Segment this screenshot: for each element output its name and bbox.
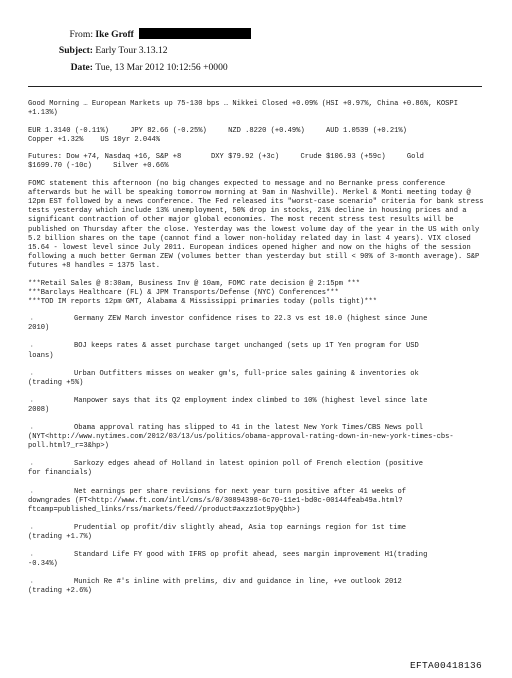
- bullet-continuation: (trading +1.7%): [28, 532, 92, 541]
- fx-block: [28, 127, 484, 145]
- subject-row: [55, 45, 168, 56]
- bullet-marker: ·: [30, 397, 34, 405]
- market-intro: Good Morning … European Markets up 75-130 bps … Nikkei Closed +0.09% (HSI +0.97%, China +0.86%, KOSPI +1.13%): [28, 100, 458, 118]
- futures-line-1: Futures: Dow +74, Nasdaq +16, S&P +8 DXY $79.92 (+3c) Crude $106.93 (+59c) Gold: [28, 153, 424, 162]
- bullet-marker: ·: [30, 370, 34, 378]
- document-id-stamp: EFTA00418136: [409, 660, 482, 671]
- list-item: [28, 578, 484, 596]
- fx-line-2: Copper +1.32% US 10yr 2.044%: [28, 135, 160, 144]
- list-item: [28, 551, 484, 569]
- date-value: Tue, 13 Mar 2012 10:12:56 +0000: [95, 62, 228, 73]
- bullet-continuation: 2010): [28, 324, 50, 333]
- list-item: [28, 460, 484, 478]
- list-item: [28, 342, 484, 360]
- bullet-marker: ·: [30, 316, 34, 324]
- list-item: [28, 488, 484, 515]
- bullet-first-line: Sarkozy edges ahead of Holland in latest opinion poll of French election (positive: [74, 460, 424, 469]
- bullet-first-line: Prudential op profit/div slightly ahead, Asia top earnings region for 1st time: [74, 523, 407, 532]
- fx-line-1: EUR 1.3140 (-0.11%) JPY 82.66 (-0.25%) NZD .8220 (+0.49%) AUD 1.0539 (+0.21%): [28, 126, 407, 135]
- bullet-first-line: Standard Life FY good with IFRS op profit ahead, sees margin improvement H1(trading: [74, 550, 428, 559]
- bullet-marker: ·: [30, 425, 34, 433]
- list-item: [28, 397, 484, 415]
- news-bullet-list: [28, 315, 484, 596]
- bullet-first-line: Manpower says that its Q2 employment index climbed to 10% (highest level since late: [74, 396, 428, 405]
- date-row: [55, 62, 228, 73]
- bullet-first-line: Obama approval rating has slipped to 41 in the latest New York Times/CBS News poll: [74, 424, 424, 433]
- bullet-continuation: for financials): [28, 469, 92, 478]
- events-block: [28, 280, 484, 307]
- bullet-continuation: (trading +5%): [28, 378, 84, 387]
- bullet-marker: ·: [30, 343, 34, 351]
- subject-label: Subject:: [58, 45, 93, 56]
- bullet-continuation: -0.34%): [28, 560, 58, 569]
- bullet-marker: ·: [30, 579, 34, 587]
- bullet-marker: ·: [30, 488, 34, 496]
- list-item: [28, 370, 484, 388]
- list-item: [28, 424, 484, 451]
- bullet-first-line: Munich Re #'s inline with prelims, div and guidance in line, +ve outlook 2012: [74, 578, 402, 587]
- bullet-continuation: loans): [28, 351, 54, 360]
- event-line: ***Barclays Healthcare (FL) & JPM Transports/Defense (NYC) Conferences***: [28, 288, 339, 297]
- bullet-first-line: Net earnings per share revisions for next year turn positive after 41 weeks of: [74, 487, 407, 496]
- bullet-first-line: BOJ keeps rates & asset purchase target unchanged (sets up 1T Yen program for USD: [74, 342, 419, 351]
- from-label: From:: [69, 29, 93, 40]
- event-line: ***Retail Sales @ 8:30am, Business Inv @ 10am, FOMC rate decision @ 2:15pm ***: [28, 279, 361, 288]
- header-divider: [28, 86, 482, 87]
- from-row: [55, 28, 251, 40]
- subject-value: Early Tour 3.13.12: [95, 45, 168, 56]
- bullet-marker: ·: [30, 524, 34, 532]
- bullet-continuation: (NYT<http://www.nytimes.com/2012/03/13/us/politics/obama-approval-rating-down-in-new-york-times-cbs-poll.html?_r=3&hp>): [28, 433, 454, 451]
- list-item: [28, 315, 484, 333]
- fomc-paragraph: FOMC statement this afternoon (no big changes expected to message and no Bernanke press conference afterwards but he will be speaking tomorrow morning at 9am in Nashville). Merkel & Monti meeting today @ 12pm EST followed by a news conference. The Fed released its "worst-case scenario" criteria for bank stress tests yesterday which include 13% unemployment, 50% drop in stocks, 21% decline in housing prices and a significant contraction of other major global economies. The most recent stress test results will be published on Thursday after the close. Yesterday was the lowest volume day of the year in the US with only 5.2 billion shares on the tape (cannot find a lower non-holiday related day in last 4 years). VIX closed 15.64 - lowest level since July 2011. European indices opened higher and now on the highs of the session following a much better German ZEW (volumes better than yesterday but still < 90% of 3-month average). S&P futures +8 handles = 1375 last.: [28, 180, 484, 270]
- bullet-first-line: Germany ZEW March investor confidence rises to 22.3 vs est 10.0 (highest since June: [74, 315, 428, 324]
- date-label: Date:: [70, 62, 93, 73]
- bullet-continuation: downgrades (FT<http://www.ft.com/intl/cms/s/0/30894398-6c70-11e1-bd0c-00144feab49a.html?ftcamp=published_links/rss/markets/feed//product#axzz1ot9pyQbh>): [28, 496, 403, 514]
- list-item: [28, 524, 484, 542]
- from-value: Ike Groff: [95, 29, 134, 40]
- bullet-continuation: 2008): [28, 405, 50, 414]
- bullet-first-line: Urban Outfitters misses on weaker gm's, full-price sales gaining & inventories ok: [74, 369, 419, 378]
- bullet-continuation: (trading +2.6%): [28, 587, 92, 596]
- redaction-bar: [139, 28, 251, 39]
- bullet-marker: ·: [30, 551, 34, 559]
- bullet-marker: ·: [30, 461, 34, 469]
- futures-block: [28, 153, 484, 171]
- event-line: ***TOD IM reports 12pm GMT, Alabama & Mississippi primaries today (polls tight)***: [28, 297, 378, 306]
- futures-line-2: $1699.70 (-10c) Silver +0.66%: [28, 162, 169, 171]
- email-body: [28, 100, 484, 605]
